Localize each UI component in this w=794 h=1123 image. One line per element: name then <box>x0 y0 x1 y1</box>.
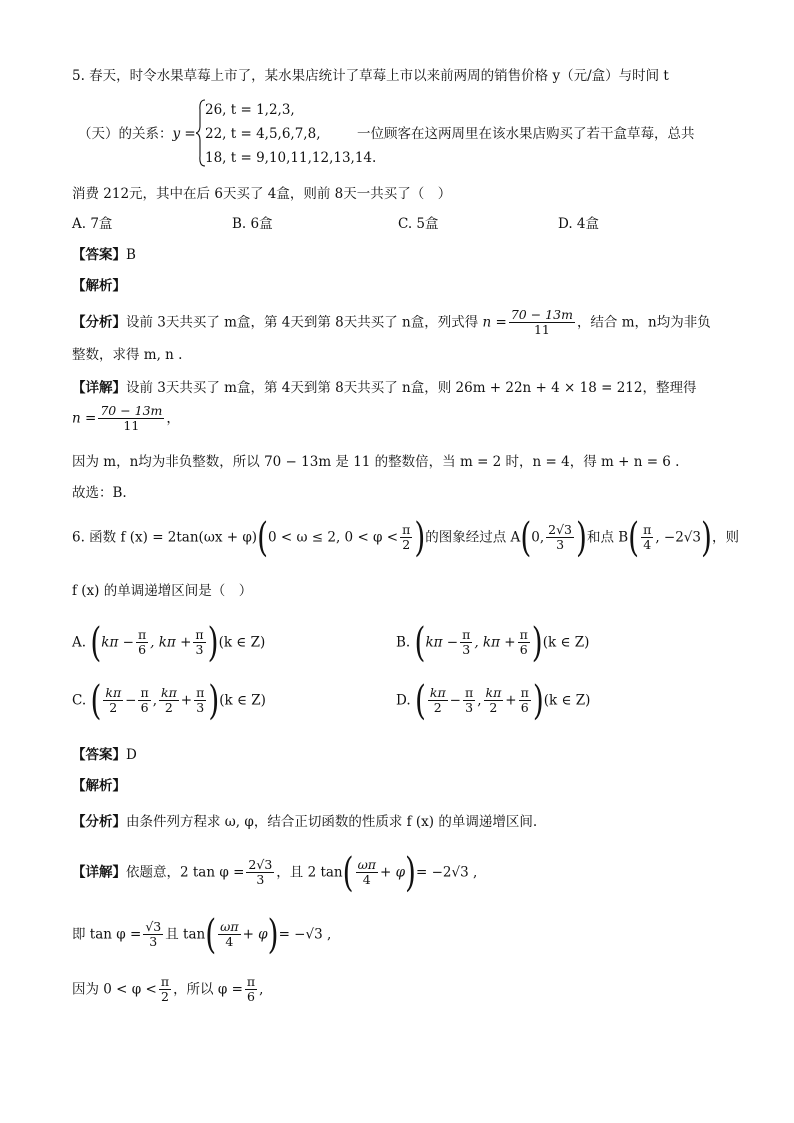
q5-xiangjie-eq: n = $\frac{70 - 13m}{11}$ ， <box>72 403 180 434</box>
q6-option-c: C. ( $\frac{k\pi}{2}$ − $\frac{\pi}{6}$ , $\frac{k\pi}{2}$ + $\frac{\pi}{3}$ )(k ∈ Z) <box>72 676 266 725</box>
q5-stem-line3: 消费 212元，其中在后 6天买了 4盒，则前 8天一共买了（ ） <box>72 186 452 202</box>
q5-lead-text: （天）的关系： <box>78 126 173 142</box>
q5-option-c: C. 5盒 <box>398 216 439 232</box>
fraction-70-13m: $\frac{70 - 13m}{11}$ <box>510 307 573 338</box>
piece-1: 26, t = 1,2,3, <box>205 102 295 118</box>
q5-stem-lead <box>78 126 196 142</box>
q5-fenxi-line1 <box>72 308 711 338</box>
q5-choose: 故选：B. <box>72 485 127 501</box>
q5-option-b: B. 6盒 <box>232 216 273 232</box>
fraction-70-13m-detail: $\frac{70 - 13m}{11}$ <box>100 403 163 434</box>
xiangjie-tag: 【详解】 <box>72 380 126 396</box>
piece-3: 18, t = 9,10,11,12,13,14. <box>205 150 377 166</box>
xiangjie-text1: 设前 3天共买了 m盒，第 4天到第 8天共买了 n盒，则 26m + 22n + 4 × 18 = 212，整理得 <box>126 380 697 396</box>
fenxi-eq-lhs: n = <box>482 314 507 331</box>
q6-fenxi: 【分析】由条件列方程求 ω, φ，结合正切函数的性质求 f (x) 的单调递增区间. <box>72 814 538 830</box>
q5-analysis-tag: 【解析】 <box>72 278 126 294</box>
q5-option-d: D. 4盒 <box>558 216 600 232</box>
q5-fenxi-line2: 整数，求得 m, n . <box>72 347 183 363</box>
q6-xiangjie-line3: 因为 0 < φ < $\frac{\pi}{2}$ ，所以 φ = $\frac{\pi}{6}$ , <box>72 974 264 1005</box>
q6-analysis-tag: 【解析】 <box>72 778 126 794</box>
fenxi-text1: 设前 3天共买了 m盒，第 4天到第 8天共买了 n盒，列式得 <box>126 314 479 331</box>
q5-xiangjie-line1 <box>72 380 696 396</box>
q6-option-b: B. (kπ − $\frac{\pi}{3}$ , kπ + $\frac{\pi}{6}$ )(k ∈ Z) <box>396 618 590 667</box>
q5-option-a: A. 7盒 <box>72 216 113 232</box>
piece-2: 22, t = 4,5,6,7,8, <box>205 126 321 142</box>
fenxi-tag: 【分析】 <box>72 314 126 331</box>
q6-answer: 【答案】D <box>72 747 137 763</box>
q5-answer <box>72 247 136 263</box>
answer-value: B <box>126 247 136 263</box>
q6-option-d: D. ( $\frac{k\pi}{2}$ − $\frac{\pi}{3}$ , $\frac{k\pi}{2}$ + $\frac{\pi}{6}$ )(k ∈ Z) <box>396 676 591 725</box>
q5-y-eq: y = <box>172 126 196 142</box>
q6-stem-line1: 6. 函数 f (x) = 2tan(ωx + φ)(0 < ω ≤ 2, 0 < φ < $\frac{\pi}{2}$ )的图象经过点 A(0, $\frac{2√3}{3}$ )和点 B( $\frac{\pi}{4}$ , −2√3)，则 <box>72 513 739 562</box>
answer-tag: 【答案】 <box>72 247 126 263</box>
q5-stem-line1: 5. 春天，时令水果草莓上市了，某水果店统计了草莓上市以来前两周的销售价格 y（元/盒）与时间 t <box>72 68 669 84</box>
q6-stem-line2: f (x) 的单调递增区间是（ ） <box>72 583 253 599</box>
q5-xiangjie-line3: 因为 m，n均为非负整数，所以 70 − 13m 是 11 的整数倍，当 m = 2 时，n = 4，得 m + n = 6 . <box>72 454 680 470</box>
fenxi-text2: ，结合 m，n均为非负 <box>576 314 711 331</box>
q6-option-a: A. (kπ − $\frac{\pi}{6}$ , kπ + $\frac{\pi}{3}$ )(k ∈ Z) <box>72 618 266 667</box>
q6-xiangjie-line2: 即 tan φ = $\frac{√3}{3}$ 且 tan( $\frac{\omega\pi}{4}$ + φ)= −√3 , <box>72 910 332 959</box>
q6-xiangjie-line1: 【详解】依题意，2 tan φ = $\frac{2√3}{3}$ ，且 2 tan( $\frac{\omega\pi}{4}$ + φ)= −2√3 , <box>72 848 478 897</box>
q5-stem-line2-tail: 一位顾客在这两周里在该水果店购买了若干盒草莓，总共 <box>357 126 695 142</box>
